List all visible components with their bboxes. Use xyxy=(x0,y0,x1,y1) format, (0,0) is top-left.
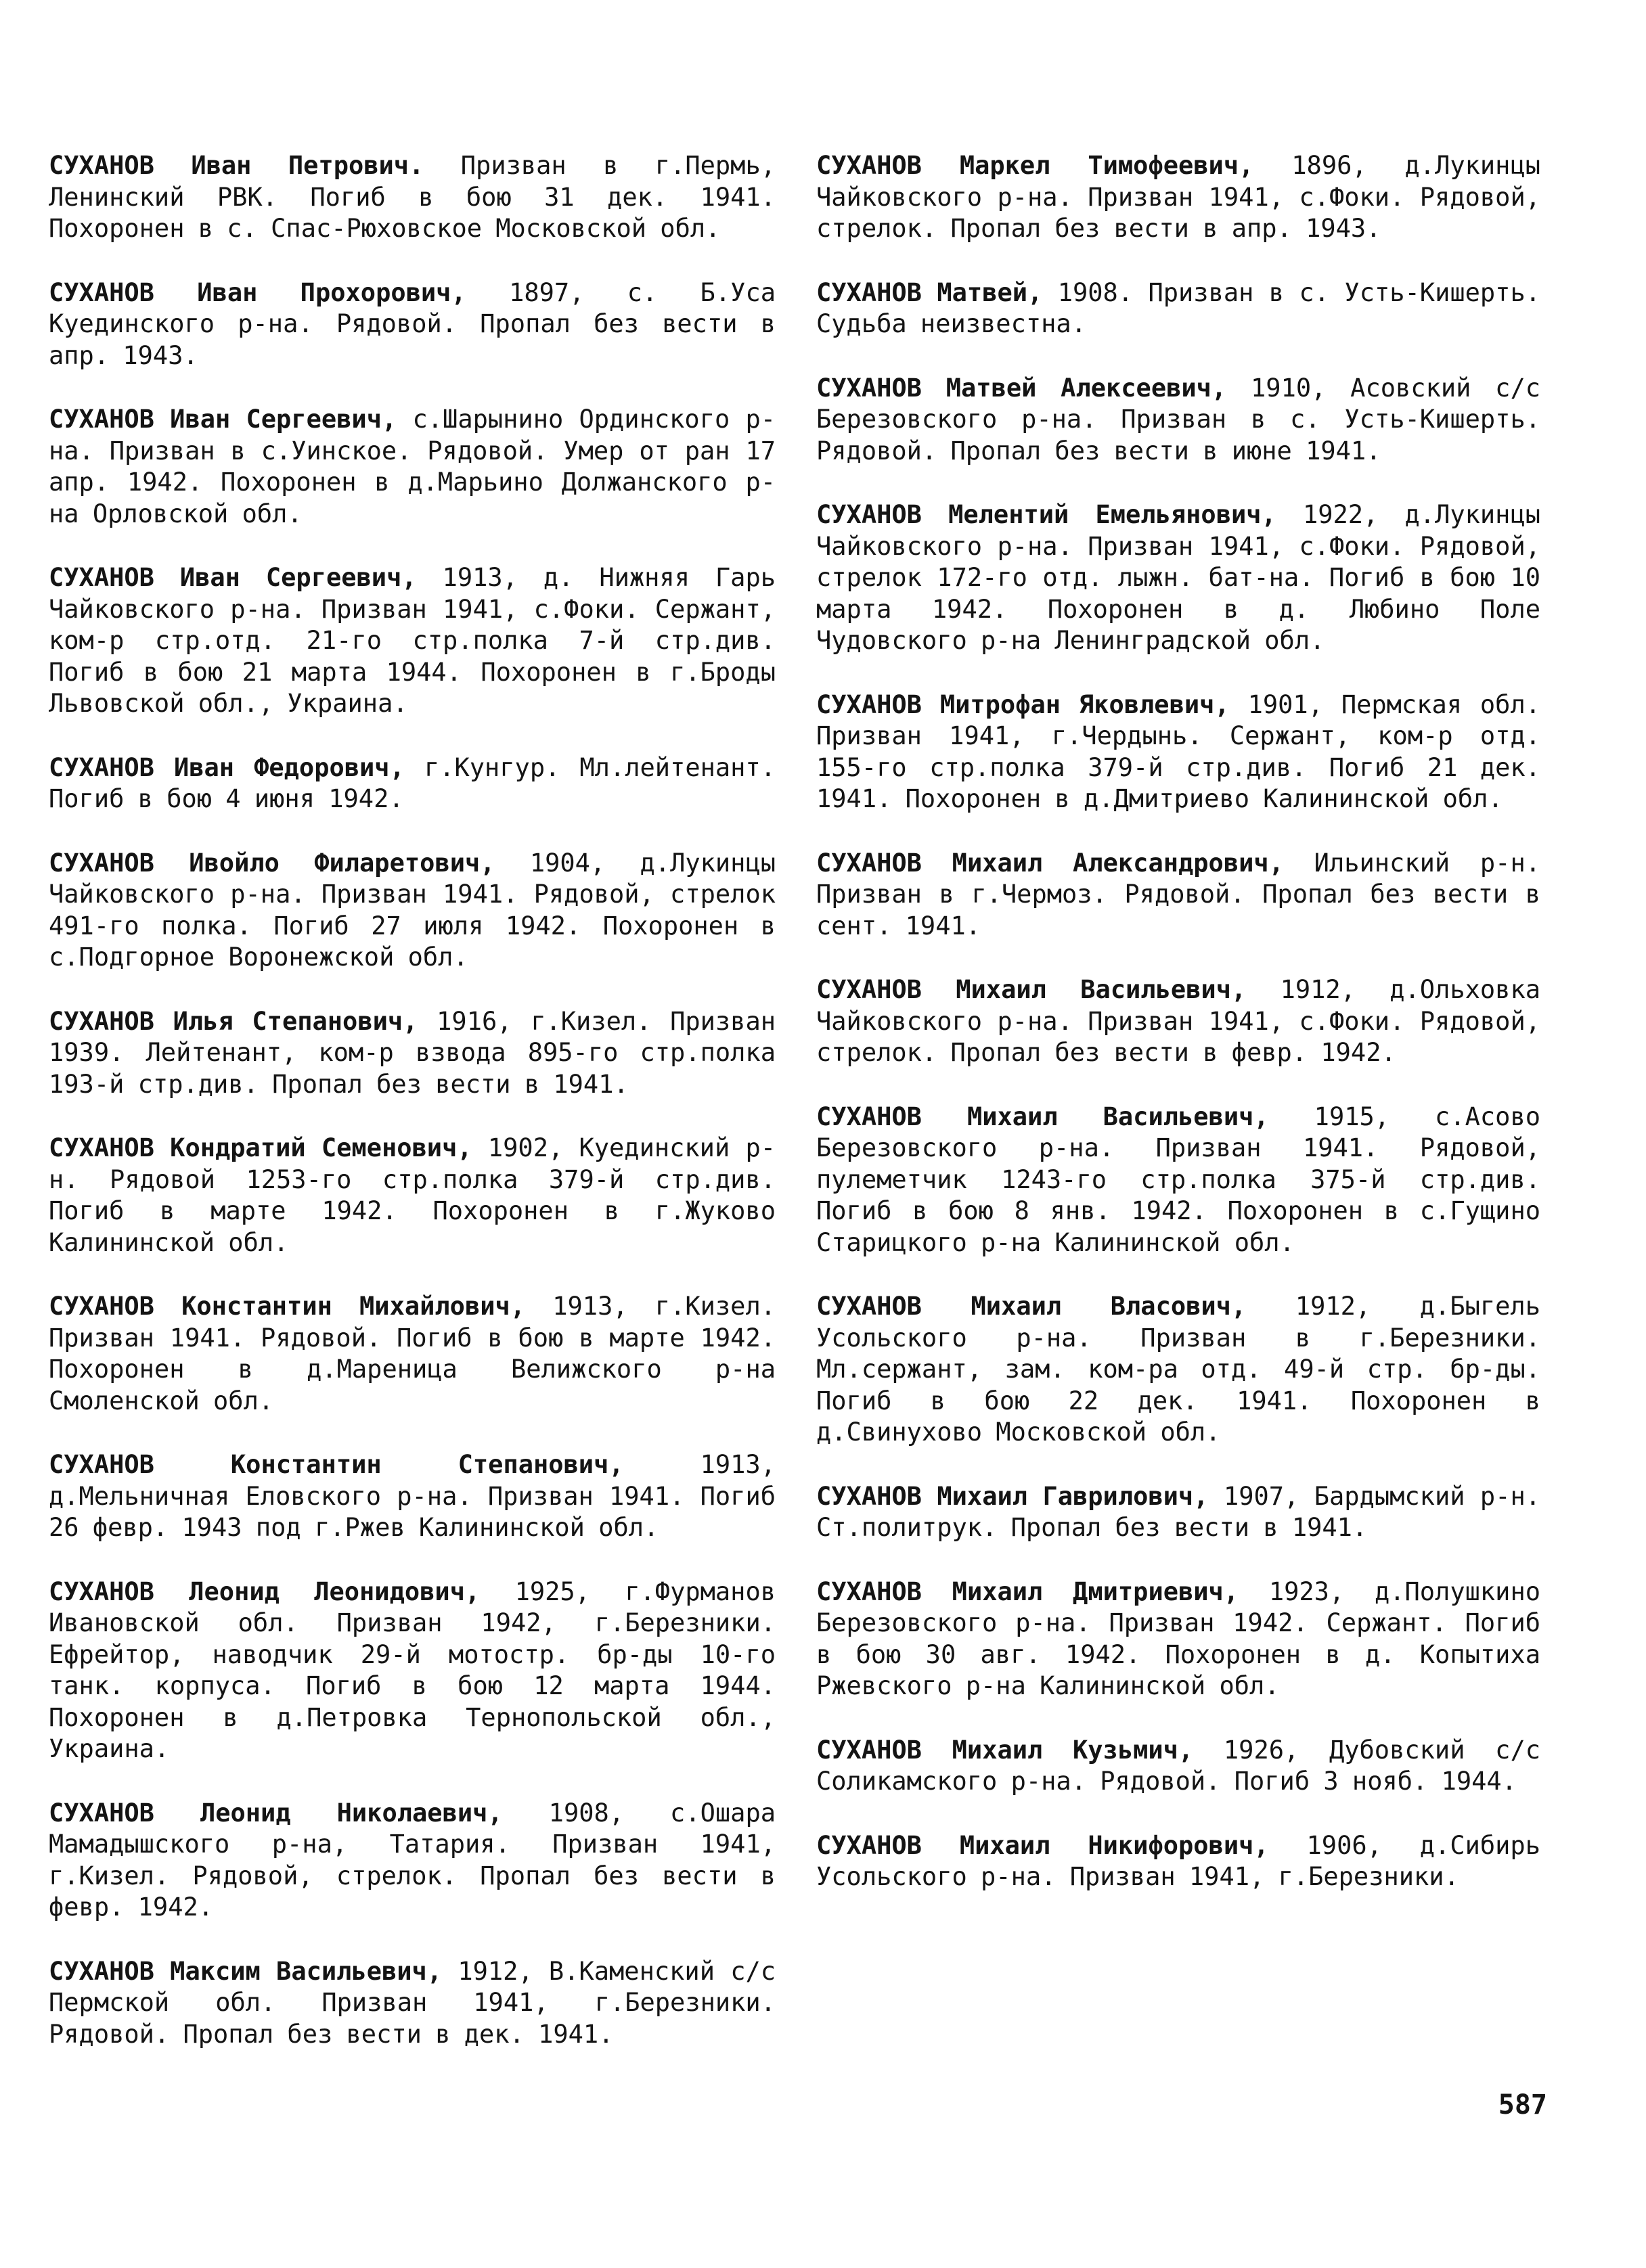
entry-text: Ильинский р-н. Призван в г.Чермоз. Рядовой. Пропал без вести в сент. 1941. xyxy=(816,848,1540,940)
entry-surname: СУХАНОВ xyxy=(816,1102,922,1131)
biographical-entry xyxy=(49,1006,776,1101)
entry-surname: СУХАНОВ xyxy=(49,1133,154,1162)
entry-surname: СУХАНОВ xyxy=(816,848,922,878)
entry-text: 1923, д.Полушкино Березовского р-на. Призван 1942. Сержант. Погиб в бою 30 авг. 1942. Похоронен в д. Копытиха Ржевского р-на Калининской обл. xyxy=(816,1577,1540,1700)
entry-given-name: Кондратий Семенович, xyxy=(170,1133,472,1162)
entry-given-name: Леонид Леонидович, xyxy=(189,1577,481,1606)
biographical-entry xyxy=(49,1291,776,1417)
entry-text: 1926, Дубовский с/с Соликамского р-на. Рядовой. Погиб 3 нояб. 1944. xyxy=(816,1735,1540,1796)
biographical-entry xyxy=(49,1956,776,2051)
entry-surname: СУХАНОВ xyxy=(49,1577,154,1606)
biographical-entry xyxy=(816,277,1540,340)
biographical-entry xyxy=(49,562,776,720)
entry-given-name: Михаил Васильевич, xyxy=(956,975,1247,1004)
entry-text: 1915, с.Асово Березовского р-на. Призван 1941. Рядовой, пулеметчик 1243-го стр.полка 375-й стр.див. Погиб в бою 8 янв. 1942. Похоронен в с.Гущино Старицкого р-на Калининской обл. xyxy=(816,1102,1540,1257)
entry-text: Призван в г.Пермь, Ленинский РВК. Погиб в бою 31 дек. 1941. Похоронен в с. Спас-Рюховское Московской обл. xyxy=(49,151,776,243)
biographical-entry xyxy=(816,974,1540,1069)
entry-given-name: Иван Сергеевич, xyxy=(179,563,417,592)
entry-text: 1897, с. Б.Уса Куединского р-на. Рядовой. Пропал без вести в апр. 1943. xyxy=(49,277,776,370)
entry-given-name: Иван Прохорович, xyxy=(197,277,466,307)
entry-surname: СУХАНОВ xyxy=(49,405,154,434)
entry-surname: СУХАНОВ xyxy=(816,1735,922,1765)
biographical-entry xyxy=(816,1735,1540,1798)
right-column xyxy=(816,150,1540,1926)
entry-text: 1902, Куединский р-н. Рядовой 1253-го стр.полка 379-й стр.див. Погиб в марте 1942. Похоронен в г.Жуково Калининской обл. xyxy=(49,1133,776,1257)
entry-surname: СУХАНОВ xyxy=(49,1292,154,1321)
entry-text: 1910, Асовский с/с Березовского р-на. Призван в с. Усть-Кишерть. Рядовой. Пропал без вести в июне 1941. xyxy=(816,373,1541,466)
entry-surname: СУХАНОВ xyxy=(49,151,154,180)
entry-surname: СУХАНОВ xyxy=(49,752,154,782)
entry-surname: СУХАНОВ xyxy=(816,277,922,307)
entry-surname: СУХАНОВ xyxy=(49,1956,154,1986)
entry-given-name: Иван Сергеевич, xyxy=(170,405,397,434)
entry-given-name: Матвей Алексеевич, xyxy=(946,373,1227,403)
biographical-entry xyxy=(49,848,776,974)
entry-surname: СУХАНОВ xyxy=(816,1830,922,1860)
entry-text: 1904, д.Лукинцы Чайковского р-на. Призван 1941. Рядовой, стрелок 491-го полка. Погиб 27 июля 1942. Похоронен в с.Подгорное Воронежской обл. xyxy=(49,848,776,972)
entry-given-name: Леонид Николаевич, xyxy=(200,1798,503,1828)
biographical-entry xyxy=(816,848,1540,943)
entry-text: г.Кунгур. Мл.лейтенант. Погиб в бою 4 июня 1942. xyxy=(49,752,776,813)
entry-text: 1912, д.Быгель Усольского р-на. Призван в г.Березники. Мл.сержант, зам. ком-ра отд. 49-й стр. бр-ды. Погиб в бою 22 дек. 1941. Похоронен в д.Свинухово Московской обл. xyxy=(816,1292,1540,1447)
biographical-entry xyxy=(816,499,1540,657)
biographical-entry xyxy=(816,1291,1540,1449)
entry-given-name: Михаил Александрович, xyxy=(952,848,1284,878)
entry-surname: СУХАНОВ xyxy=(49,563,154,592)
left-column xyxy=(49,150,776,2083)
entry-text: 1922, д.Лукинцы Чайковского р-на. Призван 1941, с.Фоки. Рядовой, стрелок 172-го отд. лыжн. бат-на. Погиб в бою 10 марта 1942. Похоронен в д. Любино Поле Чудовского р-на Ленинградской обл. xyxy=(816,500,1540,655)
entry-given-name: Иван Петрович. xyxy=(191,151,424,180)
page-number: 587 xyxy=(1498,2089,1547,2120)
biographical-entry xyxy=(816,689,1540,815)
biographical-entry xyxy=(49,150,776,245)
entry-text: 1907, Бардымский р-н. Ст.политрук. Пропал без вести в 1941. xyxy=(816,1481,1541,1542)
biographical-entry xyxy=(816,1830,1540,1893)
entry-text: 1901, Пермская обл. Призван 1941, г.Чердынь. Сержант, ком-р отд. 155-го стр.полка 379-й стр.див. Погиб 21 дек. 1941. Похоронен в д.Дмитриево Калининской обл. xyxy=(816,689,1541,813)
biographical-entry xyxy=(816,373,1540,468)
entry-text: с.Шарынино Ординского р-на. Призван в с.Уинское. Рядовой. Умер от ран 17 апр. 1942. Похоронен в д.Марьино Должанского р-на Орловской обл. xyxy=(49,405,776,528)
entry-surname: СУХАНОВ xyxy=(816,1292,922,1321)
entry-surname: СУХАНОВ xyxy=(816,500,922,529)
biographical-entry xyxy=(49,404,776,530)
entry-text: 1925, г.Фурманов Ивановской обл. Призван 1942, г.Березники. Ефрейтор, наводчик 29-й мотостр. бр-ды 10-го танк. корпуса. Погиб в бою 12 марта 1944. Похоронен в д.Петровка Тернопольской обл., Украина. xyxy=(49,1577,776,1763)
entry-text: 1896, д.Лукинцы Чайковского р-на. Призван 1941, с.Фоки. Рядовой, стрелок. Пропал без вести в апр. 1943. xyxy=(816,151,1541,243)
entry-given-name: Михаил Никифорович, xyxy=(959,1830,1269,1860)
entry-given-name: Константин Степанович, xyxy=(230,1450,624,1479)
biographical-entry xyxy=(816,150,1540,245)
entry-given-name: Матвей, xyxy=(937,277,1043,307)
entry-surname: СУХАНОВ xyxy=(49,1798,154,1828)
biographical-entry xyxy=(816,1102,1540,1259)
biographical-entry xyxy=(49,1449,776,1544)
biographical-entry xyxy=(49,1577,776,1765)
entry-given-name: Михаил Васильевич, xyxy=(966,1102,1269,1131)
entry-surname: СУХАНОВ xyxy=(816,151,922,180)
entry-text: 1908, с.Ошара Мамадышского р-на, Татария. Призван 1941, г.Кизел. Рядовой, стрелок. Пропал без вести в февр. 1942. xyxy=(49,1798,776,1922)
entry-surname: СУХАНОВ xyxy=(49,277,154,307)
entry-given-name: Мелентий Емельянович, xyxy=(948,500,1276,529)
entry-text: 1916, г.Кизел. Призван 1939. Лейтенант, ком-р взвода 895-го стр.полка 193-й стр.див. Пропал без вести в 1941. xyxy=(49,1006,776,1099)
entry-surname: СУХАНОВ xyxy=(49,848,154,878)
entry-given-name: Митрофан Яковлевич, xyxy=(939,689,1230,719)
entry-text: 1913, д. Нижняя Гарь Чайковского р-на. Призван 1941, с.Фоки. Сержант, ком-р стр.отд. 21-го стр.полка 7-й стр.див. Погиб в бою 21 марта 1944. Похоронен в г.Броды Львовской обл., Украина. xyxy=(49,563,776,718)
biographical-entry xyxy=(49,752,776,815)
biographical-entry xyxy=(816,1577,1540,1702)
entry-given-name: Константин Михайлович, xyxy=(181,1292,526,1321)
entry-given-name: Михаил Дмитриевич, xyxy=(952,1577,1239,1606)
entry-surname: СУХАНОВ xyxy=(816,1577,922,1606)
entry-given-name: Михаил Власович, xyxy=(971,1292,1247,1321)
entry-surname: СУХАНОВ xyxy=(816,373,922,403)
biographical-entry xyxy=(49,1133,776,1258)
entry-given-name: Максим Васильевич, xyxy=(170,1956,443,1986)
entry-given-name: Иван Федорович, xyxy=(173,752,405,782)
entry-given-name: Михаил Кузьмич, xyxy=(952,1735,1194,1765)
entry-text: 1906, д.Сибирь Усольского р-на. Призван 1941, г.Березники. xyxy=(816,1830,1540,1891)
entry-text: 1913, г.Кизел. Призван 1941. Рядовой. Погиб в бою в марте 1942. Похоронен в д.Мареница Велижского р-на Смоленской обл. xyxy=(49,1292,776,1415)
entry-text: 1912, В.Каменский с/с Пермской обл. Призван 1941, г.Березники. Рядовой. Пропал без вести в дек. 1941. xyxy=(49,1956,776,2049)
biographical-entry xyxy=(49,277,776,372)
entry-given-name: Илья Степанович, xyxy=(173,1006,418,1036)
entry-given-name: Ивойло Филаретович, xyxy=(189,848,495,878)
entry-surname: СУХАНОВ xyxy=(816,975,922,1004)
entry-surname: СУХАНОВ xyxy=(49,1450,154,1479)
entry-given-name: Михаил Гаврилович, xyxy=(937,1481,1209,1511)
entry-surname: СУХАНОВ xyxy=(816,689,922,719)
entry-surname: СУХАНОВ xyxy=(49,1006,154,1036)
entry-surname: СУХАНОВ xyxy=(816,1481,922,1511)
biographical-entry xyxy=(49,1798,776,1924)
entry-text: 1912, д.Ольховка Чайковского р-на. Призван 1941, с.Фоки. Рядовой, стрелок. Пропал без вести в февр. 1942. xyxy=(816,975,1541,1067)
entry-text: 1908. Призван в с. Усть-Кишерть. Судьба неизвестна. xyxy=(816,277,1541,338)
biographical-entry xyxy=(816,1481,1540,1544)
entry-text: 1913, д.Мельничная Еловского р-на. Призван 1941. Погиб 26 февр. 1943 под г.Ржев Калининской обл. xyxy=(49,1450,776,1542)
entry-given-name: Маркел Тимофеевич, xyxy=(959,151,1254,180)
